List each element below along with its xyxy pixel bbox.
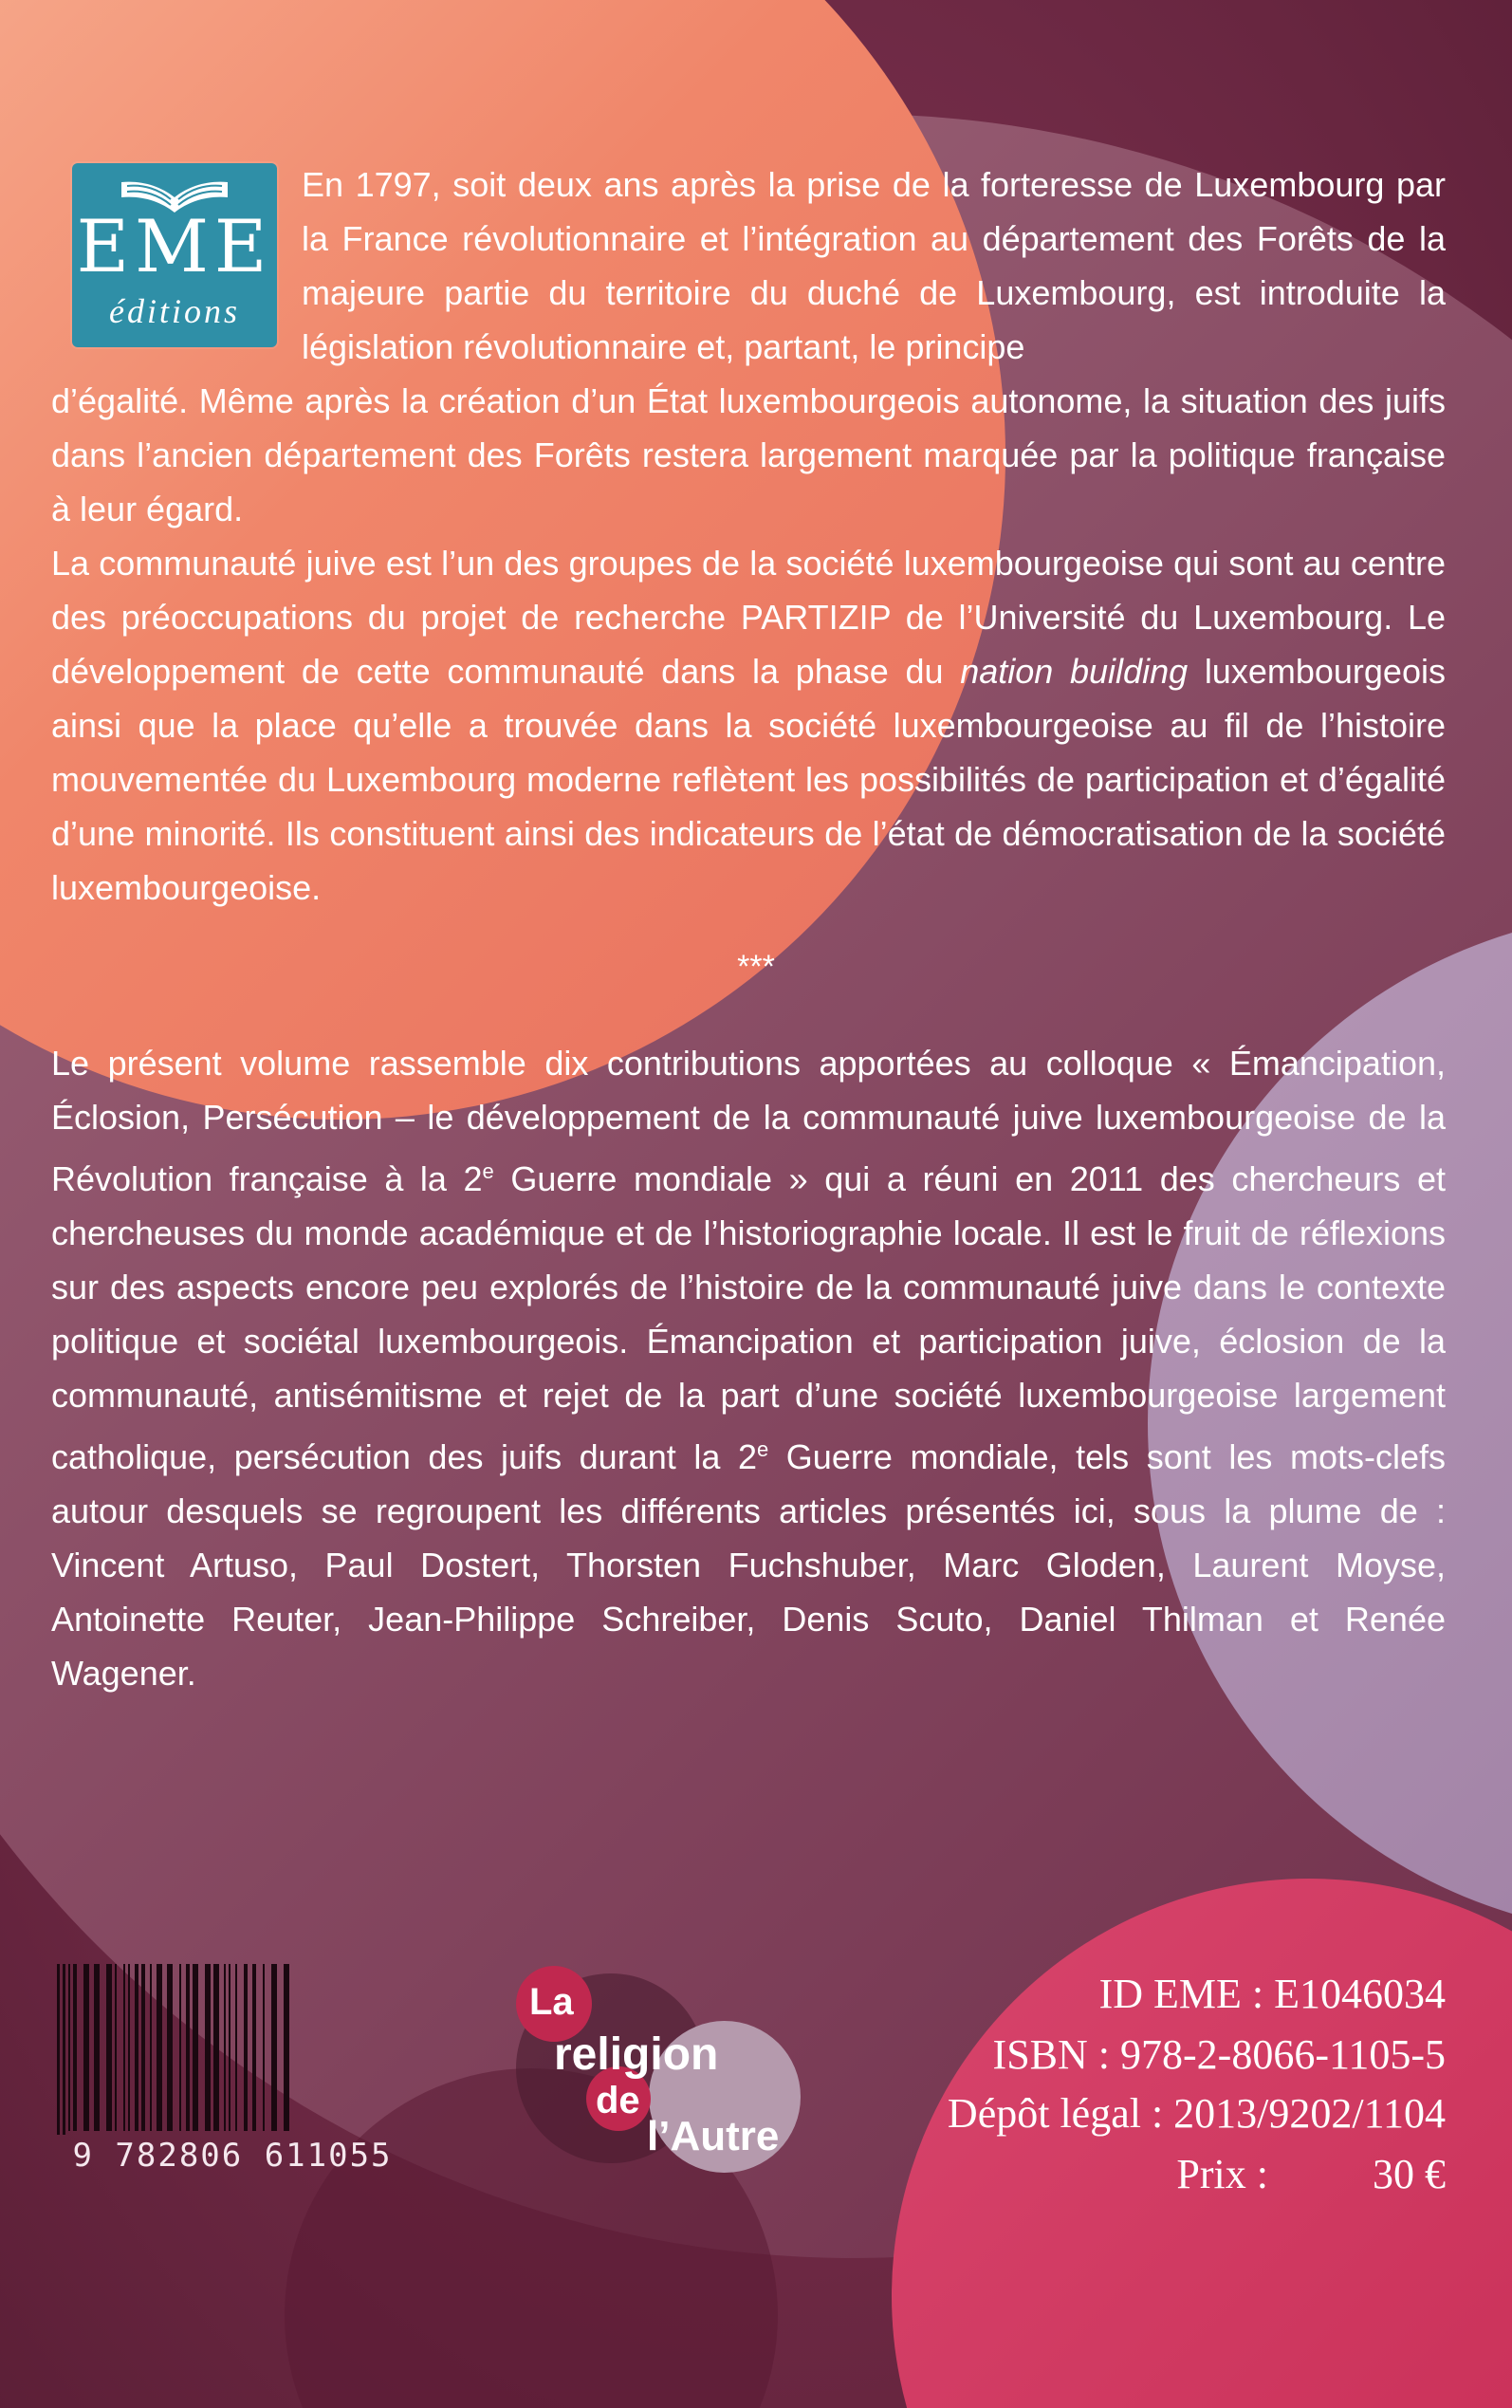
barcode-bar — [252, 1964, 256, 2131]
price-line — [1176, 2151, 1446, 2197]
collection-word-autre: l’Autre — [647, 2113, 780, 2159]
p3-superscript-1: e — [482, 1159, 494, 1183]
price-value: 30 € — [1373, 2151, 1446, 2197]
barcode-bar — [123, 1964, 125, 2131]
barcode-bar — [141, 1964, 145, 2131]
intro-paragraph-continuation: d’égalité. Même après la création d’un État luxembourgeois autonome, la situation des juifs dans l’ancien département des Forêts restera largement marquée par la politique française à leur égard. — [51, 381, 1446, 528]
barcode-bar — [229, 1964, 230, 2131]
legal-deposit: Dépôt légal : 2013/9202/1104 — [947, 2090, 1446, 2137]
p3-text-b: Guerre mondiale » qui a réuni en 2011 des chercheurs et chercheuses du monde académique et de l’historiographie locale. Il est le fruit de réflexions sur des aspects encore peu explorés de l’histoire de la communauté juive dans le contexte politique et sociétal luxembourgeois. Émancipation et participation juive, éclosion de la communauté, antisémitisme et rejet de la part d’une société luxembourgeoise largement catholique, persécution des juifs durant la 2 — [51, 1159, 1446, 1476]
p3-superscript-2: e — [756, 1437, 769, 1461]
barcode-bar — [135, 1964, 138, 2131]
logo-brand: EME — [76, 204, 273, 288]
barcode-bar — [63, 1964, 65, 2135]
section-separator: *** — [737, 949, 775, 985]
barcode-bar — [94, 1964, 100, 2131]
barcode-bar — [284, 1964, 289, 2131]
barcode-bar — [150, 1964, 152, 2131]
barcode-bar — [68, 1964, 70, 2131]
isbn-barcode — [53, 1964, 412, 2182]
barcode-bar — [244, 1964, 248, 2131]
eme-logo — [72, 163, 277, 347]
intro-paragraph-2 — [51, 536, 1446, 915]
logo-subtitle: éditions — [109, 292, 240, 330]
p2-text-a: La communauté juive est l’un des groupes de la société luxembourgeoise qui sont au centre des préoccupations du projet de recherche PARTIZIP de l’Université du Luxembourg. Le développement de cette communauté dans la phase du — [51, 544, 1446, 691]
barcode-bar — [224, 1964, 226, 2131]
price-label: Prix : — [1176, 2151, 1268, 2197]
barcode-bar — [157, 1964, 162, 2131]
barcode-bars — [53, 1964, 412, 2135]
collection-logo — [507, 1954, 810, 2173]
barcode-bar — [213, 1964, 219, 2131]
barcode-bar — [106, 1964, 112, 2131]
p3-text-a: Le présent volume rassemble dix contributions apportées au colloque « Émancipation, Éclosion, Persécution – le développement de la communauté juive luxembourgeoise de la Révolution française à la 2 — [51, 1044, 1446, 1198]
barcode-bar — [193, 1964, 198, 2131]
barcode-bar — [128, 1964, 130, 2131]
barcode-bar — [179, 1964, 181, 2131]
barcode-bar — [186, 1964, 190, 2131]
p2-text-b: luxembourgeois ainsi que la place qu’elle a trouvée dans la société luxembourgeoise au fil de l’histoire mouvementée du Luxembourg moderne reflètent les possibilités de participation et d’égalité d’une minorité. Ils constituent ainsi des indicateurs de l’état de démocratisation de la société luxembourgeoise. — [51, 652, 1446, 907]
p2-italic: nation building — [960, 652, 1189, 691]
isbn-line: ISBN : 978-2-8066-1105-5 — [992, 2031, 1446, 2078]
barcode-bar — [205, 1964, 211, 2131]
p3-text-c: Guerre mondiale, tels sont les mots-clefs autour desquels se regroupent les différents articles présentés ici, sous la plume de : Vincent Artuso, Paul Dostert, Thorsten Fuchshuber, Marc Gloden, Laurent Moyse, Antoinette Reuter, Jean-Philippe Schreiber, Denis Scuto, Daniel Thilman et Renée Wagener. — [51, 1437, 1446, 1693]
barcode-bar — [115, 1964, 117, 2131]
barcode-bar — [83, 1964, 89, 2131]
barcode-bar — [167, 1964, 173, 2131]
barcode-bar — [271, 1964, 277, 2131]
barcode-number: 9 782806 611055 — [72, 2137, 393, 2175]
collection-word-la: La — [529, 1981, 574, 2023]
barcode-bar — [235, 1964, 237, 2131]
intro-paragraph-lead: En 1797, soit deux ans après la prise de la forteresse de Luxembourg par la France révolutionnaire et l’intégration au département des Forêts de la majeure partie du territoire du duché de Luxembourg, est introduite la législation révolutionnaire et, partant, le principe — [302, 165, 1446, 366]
collection-word-de: de — [596, 2080, 640, 2121]
barcode-bar — [57, 1964, 60, 2135]
barcode-bar — [263, 1964, 265, 2131]
body-paragraph — [51, 1036, 1446, 1700]
publisher-id: ID EME : E1046034 — [1098, 1971, 1446, 2017]
collection-word-religion: religion — [554, 2029, 719, 2080]
barcode-bar — [73, 1964, 77, 2131]
